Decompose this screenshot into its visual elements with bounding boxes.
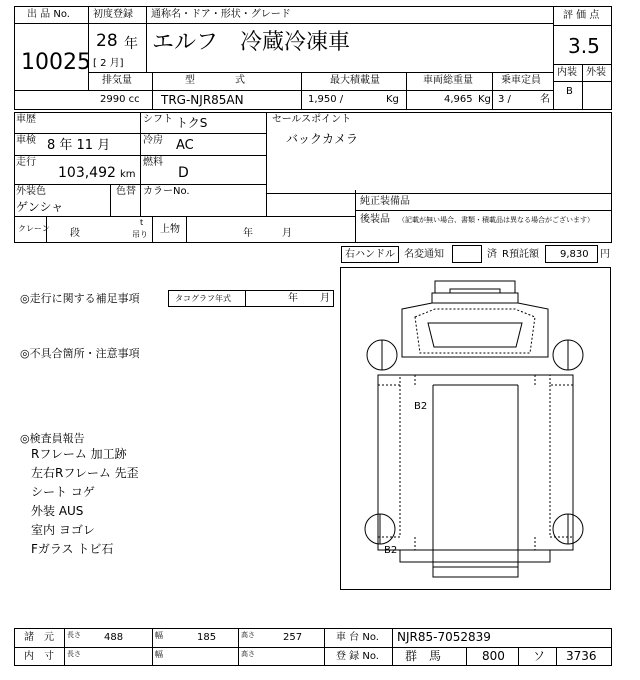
cab-outline (435, 281, 515, 293)
max-load-label: 最大積載量 (330, 75, 380, 86)
divider (88, 6, 89, 90)
exterior-label: 外装 (586, 67, 606, 78)
divider (14, 133, 266, 134)
width-value: 185 (197, 632, 217, 643)
inspector-item: Fガラス トビ石 (31, 542, 114, 556)
damage-mark: B2 (384, 545, 398, 556)
tachograph-year: 年 (288, 293, 298, 304)
capacity-label: 乗車定員 (501, 75, 541, 86)
gross-weight-value: 4,965 (444, 94, 473, 105)
inspector-report-label: ◎検査員報告 (20, 432, 85, 445)
shift-label: シフト (143, 114, 173, 125)
inner-length-label: 長さ (67, 650, 81, 658)
gross-weight-label: 車両総重量 (423, 75, 473, 86)
inspector-item: 室内 ヨゴレ (31, 523, 95, 537)
genuine-equipment-label: 純正装備品 (360, 196, 410, 207)
divider (14, 23, 88, 24)
title-label: 通称名・ドア・形状・グレード (151, 9, 291, 20)
mileage-label: 走行 (16, 157, 36, 168)
gross-weight-unit: Kg (478, 94, 491, 105)
dimensions-label: 諸 元 (24, 632, 54, 643)
crane-label: クレーン (18, 224, 50, 233)
lot-label: 出 品 No. (27, 9, 70, 20)
inner-dimensions-label: 内 寸 (24, 651, 54, 662)
divider (355, 190, 356, 243)
divider (88, 72, 553, 73)
divider (14, 647, 612, 648)
registration-number: 3736 (566, 649, 597, 663)
body-label: 上物 (160, 224, 180, 235)
displacement-value: 2990 cc (100, 94, 140, 105)
crane-stage: 段 (70, 228, 80, 239)
vehicle-title: エルフ 冷蔵冷凍車 (152, 30, 351, 55)
color-change-label: 色替 (116, 186, 136, 197)
crane-hoist: 吊り (132, 230, 148, 239)
divider (518, 647, 519, 666)
divider (492, 72, 493, 110)
registration-label: 登 録 No. (336, 651, 379, 662)
crane-ton: t (140, 218, 144, 227)
divider (245, 290, 246, 307)
history-label: 車歴 (16, 114, 36, 125)
max-load-value: 1,950 / (308, 94, 344, 105)
inspector-item: シート コゲ (31, 485, 95, 499)
first-reg-label: 初度登録 (93, 9, 133, 20)
height-label: 高さ (241, 631, 255, 639)
divider (146, 6, 147, 72)
aftermarket-note: （記載が無い場合、書類・積載品は異なる場合がございます） (398, 216, 594, 224)
length-label: 長さ (67, 631, 81, 639)
shift-value: トクS (176, 116, 208, 130)
inspector-item: 外装 AUS (31, 504, 84, 518)
steering-value: 右ハンドル (345, 249, 395, 260)
truck-diagram (340, 267, 611, 590)
recycle-label: R預託額 (502, 249, 539, 260)
divider (392, 628, 393, 666)
interior-label: 内装 (557, 67, 577, 78)
defects-label: ◎不具合箇所・注意事項 (20, 347, 140, 360)
divider (14, 184, 266, 185)
divider (64, 628, 65, 666)
tachograph-month: 月 (320, 293, 330, 304)
displacement-label: 排気量 (102, 75, 132, 86)
divider (140, 112, 141, 216)
capacity-unit: 名 (540, 94, 550, 105)
divider (238, 628, 239, 666)
ac-label: 冷房 (143, 135, 163, 146)
inspection-label: 車検 (16, 135, 36, 146)
capacity-value: 3 / (498, 94, 511, 105)
lot-number: 10025 (21, 50, 91, 75)
cab-inner (428, 323, 522, 347)
inspector-item: Rフレーム 加工跡 (31, 447, 127, 461)
divider (355, 210, 612, 211)
divider (553, 6, 554, 110)
inspection-value: 8 年 11 月 (47, 138, 111, 153)
first-reg-year: 28 (96, 31, 118, 51)
height-value: 257 (283, 632, 303, 643)
body-month: 月 (282, 228, 292, 239)
divider (14, 155, 266, 156)
max-load-unit: Kg (386, 94, 399, 105)
recycle-prefix: 済 (487, 249, 497, 260)
name-change-label: 名変通知 (404, 249, 444, 260)
color-label: 外装色 (16, 186, 46, 197)
divider (186, 216, 187, 243)
divider (266, 193, 612, 194)
cargo-box (378, 375, 573, 550)
divider (266, 112, 267, 216)
interior-grade: B (566, 86, 573, 97)
mileage-value: 103,492 (58, 165, 116, 181)
divider (553, 25, 612, 26)
divider (14, 216, 355, 217)
damage-mark: B2 (414, 401, 428, 412)
divider (110, 184, 111, 216)
divider (556, 647, 557, 666)
grade-label: 評 価 点 (563, 10, 600, 21)
model-label: 型 式 (185, 75, 245, 86)
divider (152, 72, 153, 110)
body-year: 年 (243, 228, 253, 239)
tachograph-label: タコグラフ年式 (175, 294, 231, 303)
sales-point-label: セールスポイント (272, 114, 352, 125)
model-value: TRG-NJR85AN (161, 93, 244, 107)
chassis-label: 車 台 No. (336, 632, 379, 643)
name-change-box (452, 245, 482, 263)
divider (152, 628, 153, 666)
inner-width-label: 幅 (155, 650, 163, 659)
chassis-value: NJR85-7052839 (397, 630, 491, 644)
length-value: 488 (104, 632, 124, 643)
aftermarket-label: 後装品 (360, 214, 390, 225)
overall-grade: 3.5 (568, 34, 600, 58)
driving-notes-label: ◎走行に関する補足事項 (20, 292, 140, 305)
divider (14, 90, 553, 91)
divider (466, 647, 467, 666)
divider (324, 628, 325, 666)
divider (301, 72, 302, 110)
divider (88, 23, 553, 24)
recycle-value: 9,830 (560, 249, 589, 260)
first-reg-year-unit: 年 (124, 36, 138, 52)
color-value: ゲンシャ (16, 200, 64, 214)
fuel-label: 燃料 (143, 157, 163, 168)
inspector-item: 左右Rフレーム 先歪 (31, 466, 139, 480)
recycle-unit: 円 (600, 249, 610, 260)
divider (582, 64, 583, 110)
inner-height-label: 高さ (241, 650, 255, 658)
registration-class: 800 (482, 649, 505, 663)
registration-kana: ソ (533, 649, 546, 663)
registration-region: 群 馬 (405, 649, 442, 663)
windshield (415, 309, 535, 353)
width-label: 幅 (155, 631, 163, 640)
ac-value: AC (176, 138, 194, 153)
first-reg-month: [ 2 月] (93, 58, 124, 69)
roof-rect (432, 293, 518, 303)
fuel-value: D (178, 165, 189, 181)
sales-point-value: バックカメラ (286, 132, 359, 146)
mileage-unit: km (120, 169, 136, 180)
rear-bumper (400, 550, 550, 562)
cab-body (402, 303, 548, 357)
divider (152, 216, 153, 243)
color-no-label: カラーNo. (143, 186, 190, 197)
divider (406, 72, 407, 110)
